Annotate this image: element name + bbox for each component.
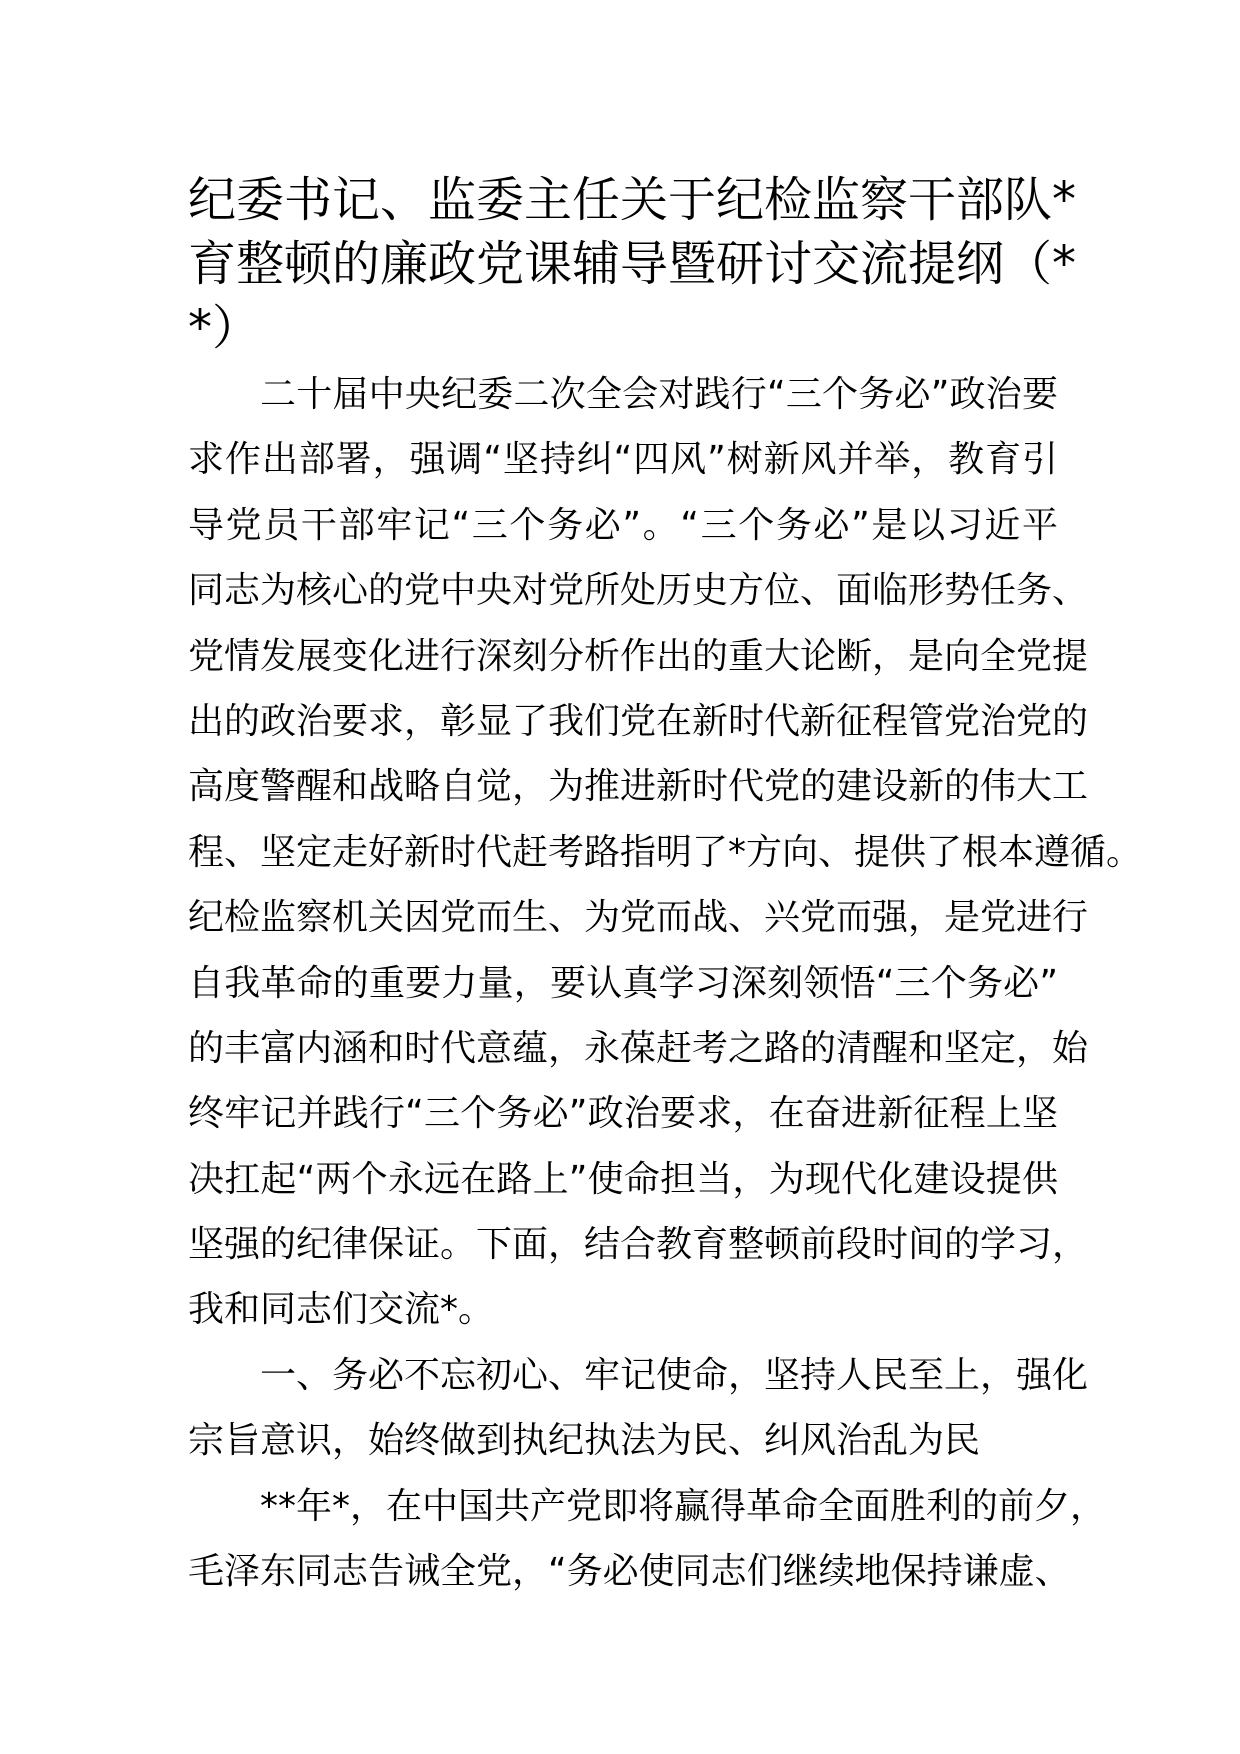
title-line: *） <box>188 300 261 356</box>
paragraph-line: 纪检监察机关因党而生、为党而战、兴党而强，是党进行 <box>188 897 1089 939</box>
paragraph-line: 我和同志们交流*。 <box>188 1289 495 1331</box>
paragraph-line: 出的政治要求，彰显了我们党在新时代新征程管党治党的 <box>188 700 1089 742</box>
paragraph-line: 党情发展变化进行深刻分析作出的重大论断，是向全党提 <box>188 635 1089 677</box>
paragraph-line: 毛泽东同志告诫全党，“务必使同志们继续地保持谦虚、 <box>188 1551 1071 1593</box>
paragraph-line: 终牢记并践行“三个务必”政治要求，在奋进新征程上坚 <box>188 1093 1058 1135</box>
paragraph-line: 坚强的纪律保证。下面，结合教育整顿前段时间的学习， <box>188 1224 1089 1266</box>
paragraph-line: 导党员干部牢记“三个务必”。“三个务必”是以习近平 <box>188 504 1058 546</box>
paragraph-line: 同志为核心的党中央对党所处历史方位、面临形势任务、 <box>188 570 1089 612</box>
document-body <box>188 362 1143 1604</box>
paragraph-line: 程、坚定走好新时代赶考路指明了*方向、提供了根本遵循。 <box>188 831 1143 873</box>
paragraph-line: 二十届中央纪委二次全会对践行“三个务必”政治要 <box>260 374 1058 415</box>
paragraph-line: 求作出部署，强调“坚持纠“四风”树新风并举，教育引 <box>188 439 1058 481</box>
paragraph-line: 决扛起“两个永远在路上”使命担当，为现代化建设提供 <box>188 1158 1058 1200</box>
paragraph-line: **年*，在中国共产党即将赢得革命全面胜利的前夕， <box>260 1485 1107 1527</box>
paragraph-line: 的丰富内涵和时代意蕴，永葆赶考之路的清醒和坚定，始 <box>188 1027 1089 1069</box>
paragraph-line: 高度警醒和战略自觉，为推进新时代党的建设新的伟大工 <box>188 766 1089 808</box>
title-line: 纪委书记、监委主任关于纪检监察干部队* <box>188 172 1077 228</box>
paragraph-line: 宗旨意识，始终做到执纪执法为民、纠风治乱为民 <box>188 1420 981 1462</box>
document-title <box>188 168 1077 360</box>
paragraph-line: 一、务必不忘初心、牢记使命，坚持人民至上，强化 <box>260 1354 1089 1396</box>
paragraph-line: 自我革命的重要力量，要认真学习深刻领悟“三个务必” <box>188 962 1058 1004</box>
title-line: 育整顿的廉政党课辅导暨研讨交流提纲（* <box>188 236 1077 292</box>
